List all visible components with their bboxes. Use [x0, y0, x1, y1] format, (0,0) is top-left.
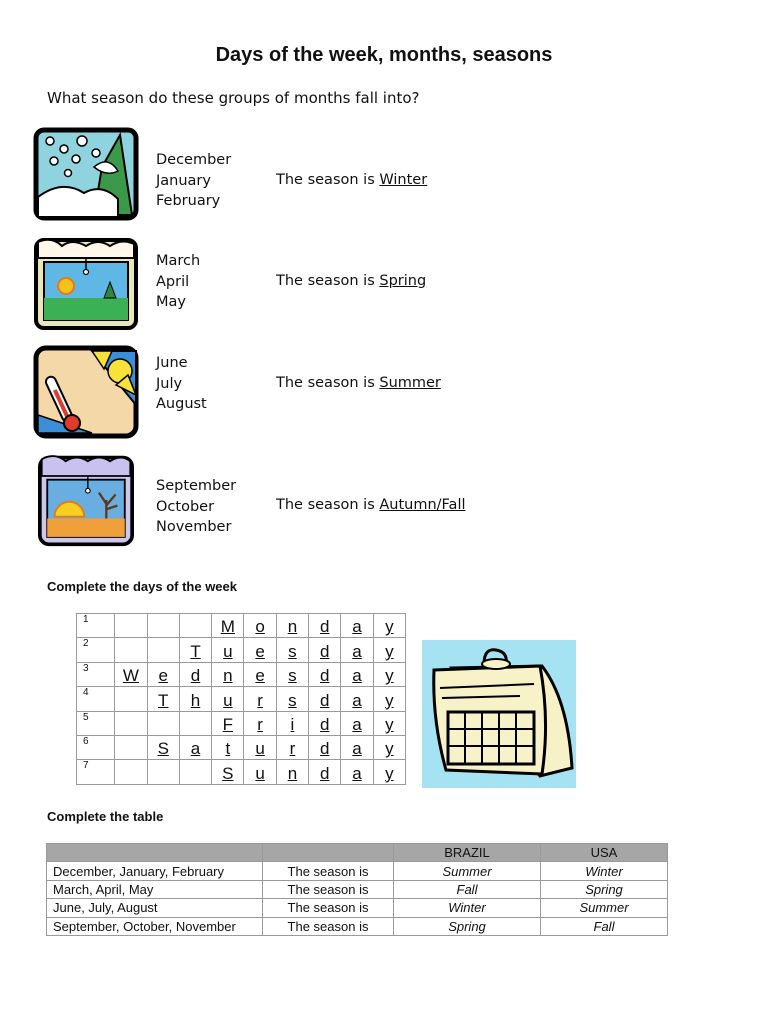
- letter-cell: S: [212, 760, 244, 784]
- month-label: January: [156, 172, 211, 189]
- month-label: April: [156, 273, 190, 290]
- letter-cell: [147, 711, 179, 735]
- letter-cell: [115, 711, 147, 735]
- letter-cell: d: [309, 735, 341, 759]
- letter-cell: F: [212, 711, 244, 735]
- season-label-cell: The season is: [263, 899, 394, 917]
- season-prefix: The season is: [276, 172, 375, 188]
- usa-season-cell: Spring: [541, 880, 668, 898]
- column-header: BRAZIL: [394, 844, 541, 862]
- month-label: November: [156, 519, 232, 535]
- season-answer-summer: [276, 375, 441, 391]
- brazil-season-cell: Fall: [394, 880, 541, 898]
- autumn-icon: [32, 452, 140, 548]
- days-heading: Complete the days of the week: [47, 579, 237, 594]
- row-number: 7: [77, 760, 115, 784]
- month-label: September: [156, 478, 237, 494]
- letter-cell: u: [212, 687, 244, 711]
- letter-cell: y: [373, 687, 405, 711]
- letter-cell: [147, 638, 179, 662]
- letter-cell: t: [212, 735, 244, 759]
- row-number: 6: [77, 735, 115, 759]
- month-label: October: [156, 498, 215, 515]
- letter-cell: y: [373, 760, 405, 784]
- letter-cell: M: [212, 614, 244, 638]
- letter-cell: T: [147, 687, 179, 711]
- table-row: [47, 880, 668, 898]
- letter-cell: y: [373, 711, 405, 735]
- letter-cell: a: [341, 760, 373, 784]
- letter-cell: s: [276, 638, 308, 662]
- months-group-winter: [156, 150, 231, 212]
- season-prefix: The season is: [276, 273, 375, 289]
- letter-cell: r: [244, 711, 276, 735]
- usa-season-cell: Fall: [541, 917, 668, 935]
- calendar-icon: [422, 640, 576, 788]
- season-answer-winter: [276, 172, 427, 188]
- letter-cell: r: [244, 687, 276, 711]
- months-cell: September, October, November: [47, 917, 263, 935]
- brazil-season-cell: Spring: [394, 917, 541, 935]
- months-cell: December, January, February: [47, 862, 263, 880]
- letter-cell: u: [244, 735, 276, 759]
- months-cell: March, April, May: [47, 880, 263, 898]
- letter-cell: [115, 735, 147, 759]
- letter-cell: y: [373, 614, 405, 638]
- usa-season-cell: Summer: [541, 899, 668, 917]
- season-prefix: The season is: [276, 375, 375, 391]
- page-title: Days of the week, months, seasons: [215, 44, 553, 66]
- month-label: June: [156, 355, 188, 371]
- season-answer: Winter: [379, 172, 428, 188]
- spring-icon: [32, 236, 140, 332]
- letter-cell: S: [147, 735, 179, 759]
- season-answer: Autumn/Fall: [379, 497, 466, 513]
- letter-cell: h: [179, 687, 211, 711]
- row-number: 3: [77, 662, 115, 686]
- letter-cell: a: [341, 638, 373, 662]
- brazil-season-cell: Winter: [394, 899, 541, 917]
- letter-cell: s: [276, 662, 308, 686]
- letter-cell: d: [309, 760, 341, 784]
- grid-row: [77, 711, 406, 735]
- months-group-spring: [156, 251, 200, 313]
- season-answer: Summer: [379, 375, 441, 391]
- month-label: May: [156, 294, 186, 310]
- letter-cell: a: [341, 687, 373, 711]
- season-answer: Spring: [379, 273, 427, 289]
- month-label: February: [156, 193, 221, 209]
- letter-cell: d: [179, 662, 211, 686]
- letter-cell: n: [276, 760, 308, 784]
- months-group-summer: [156, 353, 207, 415]
- letter-cell: u: [212, 638, 244, 662]
- winter-icon: [32, 127, 140, 223]
- letter-cell: W: [115, 662, 147, 686]
- grid-row: [77, 662, 406, 686]
- letter-cell: a: [341, 614, 373, 638]
- letter-cell: e: [244, 638, 276, 662]
- season-prefix: The season is: [276, 497, 375, 513]
- letter-cell: [147, 614, 179, 638]
- grid-row: [77, 638, 406, 662]
- column-header: [47, 844, 263, 862]
- months-group-autumn: [156, 476, 236, 538]
- letter-cell: e: [244, 662, 276, 686]
- season-label-cell: The season is: [263, 880, 394, 898]
- letter-cell: e: [147, 662, 179, 686]
- letter-cell: a: [341, 711, 373, 735]
- row-number: 2: [77, 638, 115, 662]
- letter-cell: [115, 687, 147, 711]
- season-label-cell: The season is: [263, 862, 394, 880]
- letter-cell: a: [341, 662, 373, 686]
- letter-cell: [115, 760, 147, 784]
- row-number: 1: [77, 614, 115, 638]
- table-row: [47, 917, 668, 935]
- season-answer-autumn: [276, 497, 466, 513]
- months-cell: June, July, August: [47, 899, 263, 917]
- letter-cell: [115, 614, 147, 638]
- letter-cell: o: [244, 614, 276, 638]
- letter-cell: T: [179, 638, 211, 662]
- seasons-table: [46, 843, 668, 936]
- letter-cell: n: [212, 662, 244, 686]
- days-grid: [76, 613, 406, 785]
- grid-row: [77, 614, 406, 638]
- season-label-cell: The season is: [263, 917, 394, 935]
- letter-cell: a: [341, 735, 373, 759]
- table-row: [47, 862, 668, 880]
- letter-cell: [179, 614, 211, 638]
- month-label: March: [156, 253, 201, 269]
- letter-cell: d: [309, 638, 341, 662]
- letter-cell: i: [276, 711, 308, 735]
- letter-cell: d: [309, 662, 341, 686]
- letter-cell: d: [309, 687, 341, 711]
- usa-season-cell: Winter: [541, 862, 668, 880]
- letter-cell: [147, 760, 179, 784]
- letter-cell: u: [244, 760, 276, 784]
- table-heading: Complete the table: [47, 809, 164, 824]
- row-number: 4: [77, 687, 115, 711]
- grid-row: [77, 735, 406, 759]
- table-header-row: [47, 844, 668, 862]
- letter-cell: r: [276, 735, 308, 759]
- letter-cell: d: [309, 711, 341, 735]
- grid-row: [77, 760, 406, 784]
- letter-cell: y: [373, 735, 405, 759]
- grid-row: [77, 687, 406, 711]
- letter-cell: [179, 760, 211, 784]
- season-answer-spring: [276, 273, 426, 289]
- month-label: July: [156, 375, 183, 392]
- letter-cell: [179, 711, 211, 735]
- question-text: What season do these groups of months fall into?: [47, 89, 420, 107]
- row-number: 5: [77, 711, 115, 735]
- brazil-season-cell: Summer: [394, 862, 541, 880]
- summer-icon: [32, 345, 140, 441]
- letter-cell: n: [276, 614, 308, 638]
- letter-cell: y: [373, 638, 405, 662]
- table-row: [47, 899, 668, 917]
- letter-cell: [115, 638, 147, 662]
- letter-cell: d: [309, 614, 341, 638]
- letter-cell: a: [179, 735, 211, 759]
- month-label: August: [156, 396, 207, 412]
- column-header: USA: [541, 844, 668, 862]
- month-label: December: [156, 152, 232, 168]
- column-header: [263, 844, 394, 862]
- letter-cell: s: [276, 687, 308, 711]
- letter-cell: y: [373, 662, 405, 686]
